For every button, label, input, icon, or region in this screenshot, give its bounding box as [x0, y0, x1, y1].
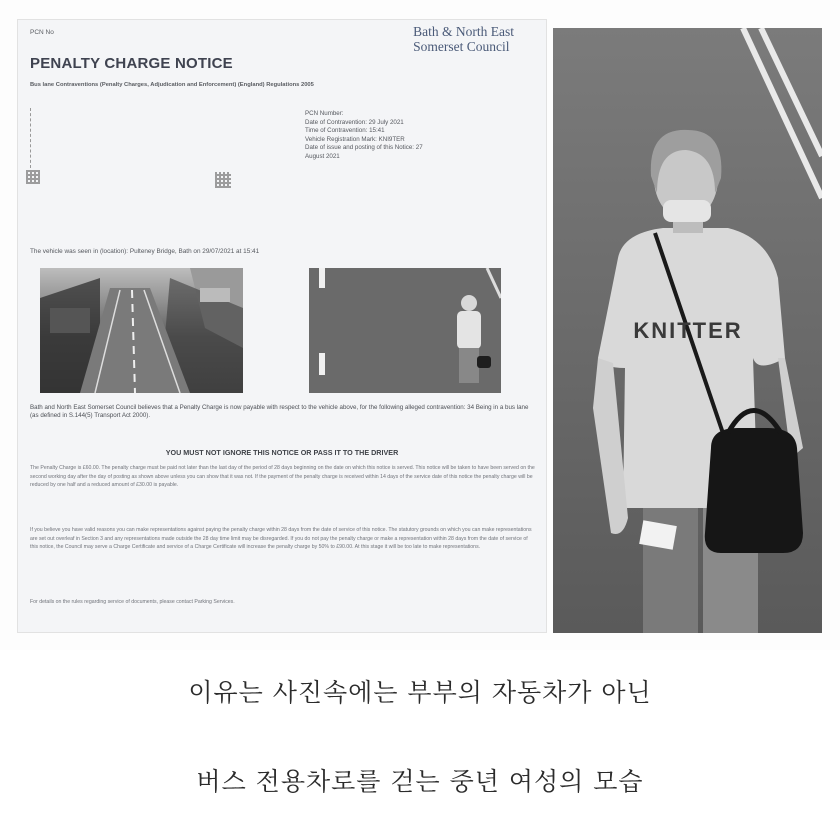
barcode-icon: [26, 170, 40, 184]
representations-paragraph: If you believe you have valid reasons you can make representations against paying the penalty charge within 28 days from the date of service of this notice. The statutory grounds on which you can make representations are set out overleaf in Section 3 and any representations made outside the 28 day time limit may be disregarded. If you do not pay the penalty charge or make a representation within 28 days from the date of service of this notice, the Council may serve a Charge Certificate and service of a Charge Certificate will increase the penalty charge by 50% to £90.00. At this stage it will be too late to make representations.: [30, 527, 532, 551]
notice-title: PENALTY CHARGE NOTICE: [30, 55, 233, 72]
council-name-line2: Somerset Council: [413, 39, 510, 54]
contravention-statement: Bath and North East Somerset Council believes that a Penalty Charge is now payable with respect to the vehicle above, for the following alleged contravention: 34 Being in a bus lane (as defined in S.144(5) Transport Act 2000).: [30, 404, 529, 420]
pcn-no-label: PCN No: [30, 29, 54, 36]
regulations-line: Bus lane Contraventions (Penalty Charges, Adjudication and Enforcement) (England) Regulations 2005: [30, 82, 314, 88]
vehicle-registration: Vehicle Registration Mark: KNI9TER: [305, 135, 405, 143]
warning-heading: YOU MUST NOT IGNORE THIS NOTICE OR PASS IT TO THE DRIVER: [165, 448, 399, 457]
pcn-number: PCN Number:: [305, 110, 344, 117]
caption-line-2: 버스 전용차로를 걷는 중년 여성의 모습: [196, 767, 644, 796]
notice-details: [305, 110, 525, 161]
date-of-issue-cont: August 2021: [305, 152, 340, 160]
council-logo: [413, 24, 514, 54]
date-of-issue: Date of issue and posting of this Notice: 27: [305, 144, 423, 151]
perforation-mark: [30, 108, 37, 168]
penalty-charge-paragraph: The Penalty Charge is £60.00. The penalty charge must be paid not later than the last day of the period of 28 days beginning on the date on which this notice is served. This notice will be taken to have been served on the second working day after the day of posting as shown above unless you can show that it was not. If the payment of the penalty charge is received within 14 days of the service date of this notice the penalty charge will be reduced by one half and a reduced amount of £30.00 is payable.: [30, 465, 535, 489]
location-text: The vehicle was seen in (location): Pulteney Bridge, Bath on 29/07/2021 at 15:41: [30, 248, 260, 255]
shirt-lettering: KNITTER: [633, 318, 743, 343]
service-details-paragraph: For details on the rules regarding service of documents, please contact Parking Services.: [30, 599, 235, 605]
council-name-line1: Bath & North East: [413, 24, 514, 39]
camera-image-person: [309, 268, 501, 393]
penalty-charge-notice: [18, 20, 546, 632]
cctv-closeup-photo: [553, 28, 822, 633]
date-of-contravention: Date of Contravention: 29 July 2021: [305, 118, 404, 126]
qr-code-icon: [215, 172, 231, 188]
caption-line-1: 이유는 사진속에는 부부의 자동차가 아닌: [188, 678, 652, 707]
camera-image-street: [40, 268, 243, 393]
time-of-contravention: Time of Contravention: 15:41: [305, 127, 385, 134]
